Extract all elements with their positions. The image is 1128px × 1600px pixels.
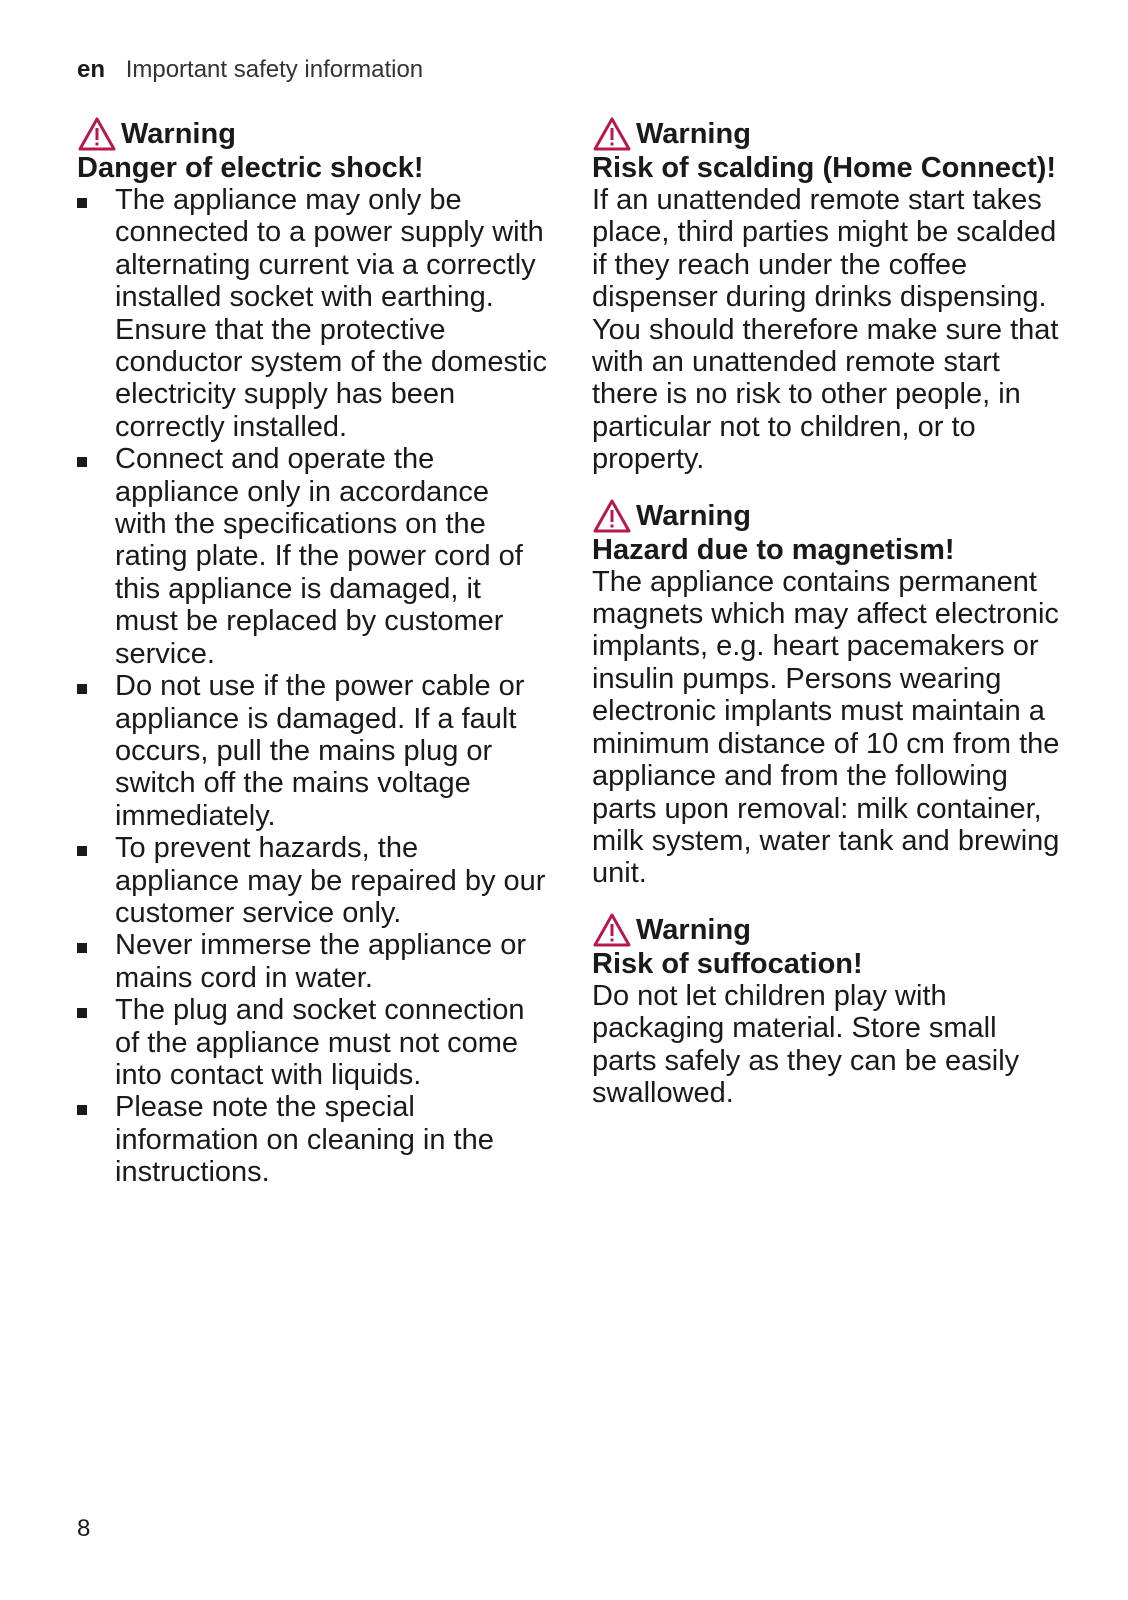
scalding-warning xyxy=(592,116,1067,476)
warning-heading: Hazard due to magnetism! xyxy=(592,533,955,566)
warning-triangle-icon xyxy=(77,116,117,152)
list-item xyxy=(77,184,547,443)
warning-heading: Risk of scalding (Home Connect)! xyxy=(592,152,1057,184)
page-number: 8 xyxy=(77,1515,91,1542)
list-item-text: Please note the special information on cleaning in the instructions. xyxy=(115,1091,494,1189)
warning-text: The appliance contains permanent magnets which may affect electronic implants, e.g. heart pacemakers or insulin pumps. Persons wearing electronic implants must maintain a minimum distance of 10 cm from the appliance and from the following parts upon removal: milk container, milk system, water tank and brewing unit. xyxy=(592,565,1060,890)
warning-line xyxy=(592,116,1067,152)
square-bullet xyxy=(77,457,87,467)
list-item xyxy=(77,670,547,832)
electric-shock-warning xyxy=(77,116,547,1189)
list-item xyxy=(77,994,547,1091)
warning-label: Warning xyxy=(636,499,751,532)
square-bullet xyxy=(77,846,87,856)
warning-heading: Risk of suffocation! xyxy=(592,947,863,980)
list-item-text: To prevent hazards, the appliance may be repaired by our customer service only. xyxy=(115,832,546,929)
warning-text: Do not let children play with packaging material. Store small parts safely as they can be easily swallowed. xyxy=(592,979,1020,1109)
list-item xyxy=(77,832,547,929)
warning-text: If an unattended remote start takes place, third parties might be scalded if they reach under the coffee dispenser during drinks dispensing. You should therefore make sure that with an unattended remote start there is no risk to other people, in particular not to children, or to property. xyxy=(592,184,1059,476)
page-header xyxy=(77,54,423,86)
warning-triangle-icon xyxy=(592,116,632,152)
list-item-text: Never immerse the appliance or mains cord in water. xyxy=(115,929,527,994)
section-title: Important safety information xyxy=(125,56,424,83)
right-column xyxy=(592,116,1067,1131)
square-bullet xyxy=(77,943,87,953)
warning-line xyxy=(592,912,1067,948)
list-item xyxy=(77,443,547,670)
list-item-text: Do not use if the power cable or appliance is damaged. If a fault occurs, pull the mains plug or switch off the mains voltage immediately. xyxy=(115,670,525,832)
bullet-list xyxy=(77,184,547,1189)
warning-label: Warning xyxy=(636,118,751,150)
warning-heading: Danger of electric shock! xyxy=(77,152,424,184)
list-item-text: The appliance may only be connected to a power supply with alternating current via a correctly installed socket with earthing. Ensure that the protective conductor system of the domestic electricity supply has been correctly installed. xyxy=(115,184,547,443)
language-code: en xyxy=(77,56,106,83)
warning-label: Warning xyxy=(636,913,751,946)
square-bullet xyxy=(77,684,87,694)
list-item-text: The plug and socket connection of the appliance must not come into contact with liquids. xyxy=(115,994,525,1091)
warning-triangle-icon xyxy=(592,912,632,948)
left-column xyxy=(77,116,547,1211)
warning-line xyxy=(592,498,1067,534)
list-item-text: Connect and operate the appliance only in accordance with the specifications on the rating plate. If the power cord of this appliance is damaged, it must be replaced by customer service. xyxy=(115,443,523,670)
list-item xyxy=(77,929,547,994)
list-item xyxy=(77,1091,547,1188)
warning-label: Warning xyxy=(121,118,236,150)
warning-line xyxy=(77,116,547,152)
warning-triangle-icon xyxy=(592,498,632,534)
square-bullet xyxy=(77,198,87,208)
square-bullet xyxy=(77,1008,87,1018)
suffocation-warning xyxy=(592,912,1067,1110)
magnetism-warning xyxy=(592,498,1067,890)
square-bullet xyxy=(77,1105,87,1115)
